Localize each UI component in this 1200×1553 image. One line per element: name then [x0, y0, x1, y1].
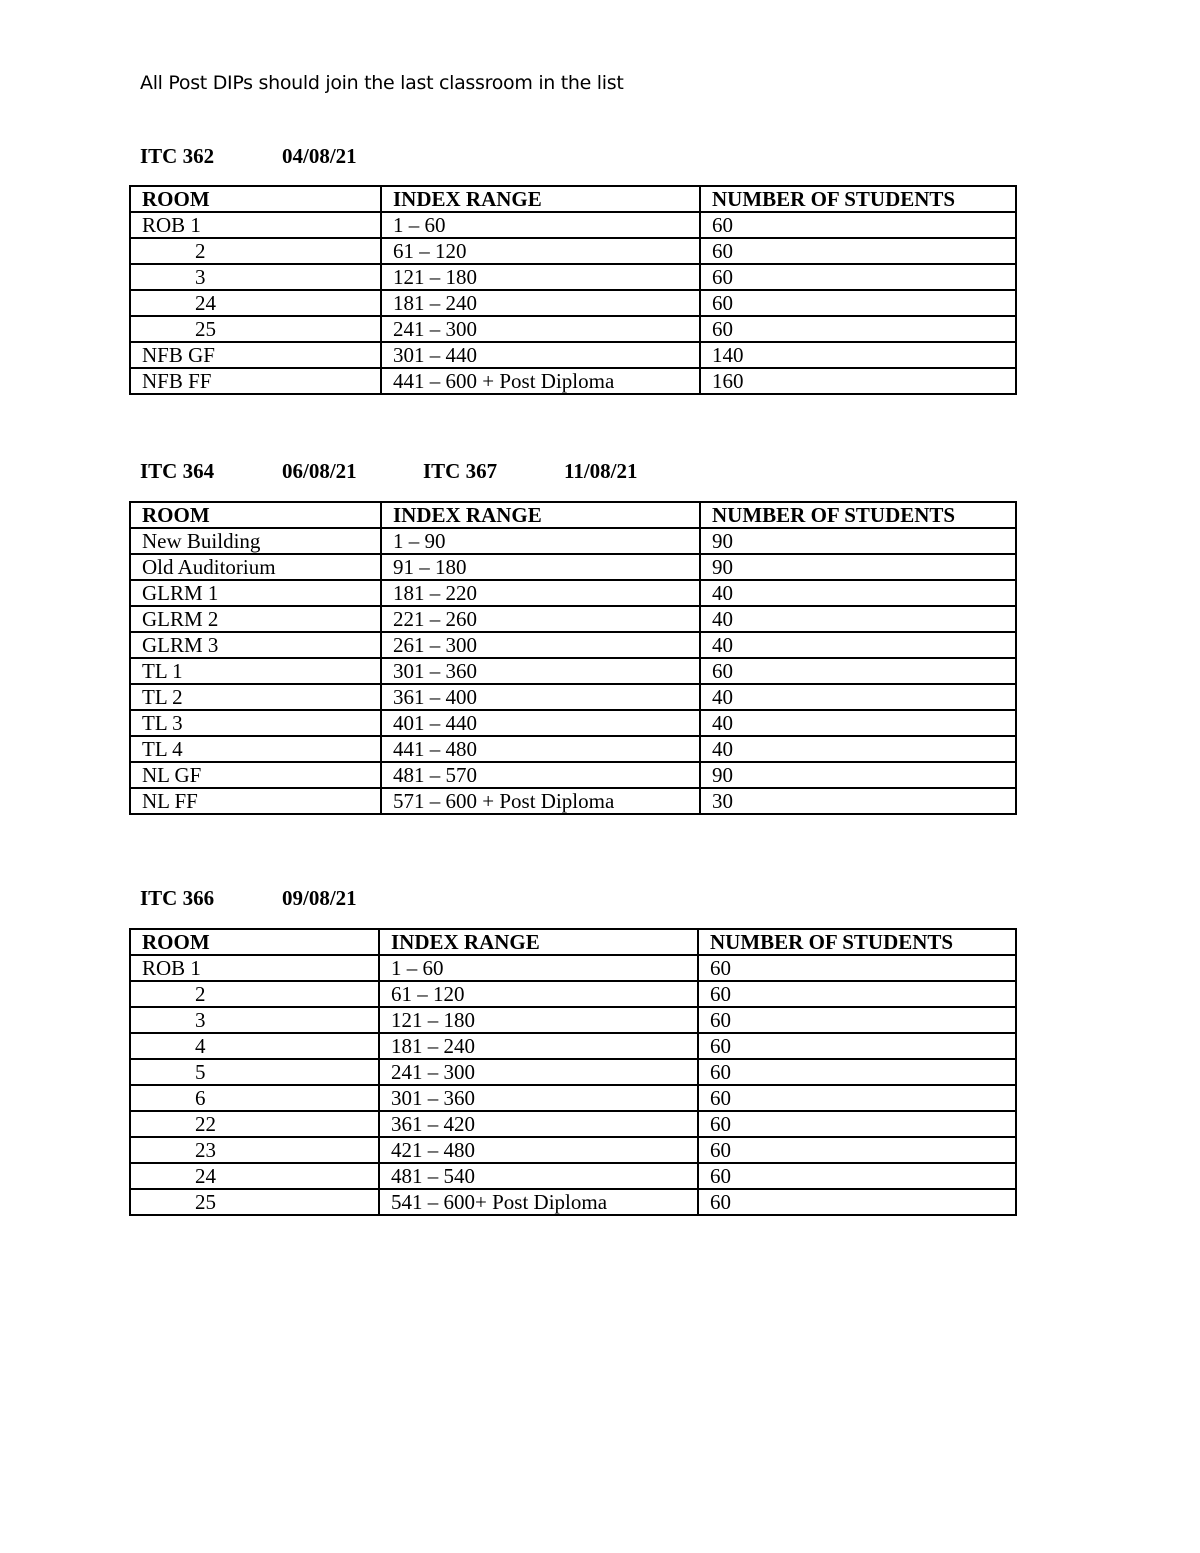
room-cell: NFB GF [130, 342, 381, 368]
room-cell: 25 [130, 316, 381, 342]
index-range-cell: 181 – 240 [381, 290, 700, 316]
table-row [130, 710, 1016, 736]
table-row [130, 1059, 1016, 1085]
room-cell: NL FF [130, 788, 381, 814]
room-cell: 24 [130, 290, 381, 316]
index-range-cell: 571 – 600 + Post Diploma [381, 788, 700, 814]
student-count-cell: 60 [698, 1059, 1016, 1085]
room-cell: 24 [130, 1163, 379, 1189]
index-range-cell: 261 – 300 [381, 632, 700, 658]
student-count-cell: 60 [700, 290, 1016, 316]
index-range-cell: 361 – 400 [381, 684, 700, 710]
post-dip-note: All Post DIPs should join the last classroom in the list [140, 72, 624, 94]
index-range-cell: 421 – 480 [379, 1137, 698, 1163]
table-row [130, 368, 1016, 394]
index-range-cell: 441 – 480 [381, 736, 700, 762]
table-row [130, 606, 1016, 632]
room-cell: GLRM 1 [130, 580, 381, 606]
index-range-cell: 121 – 180 [379, 1007, 698, 1033]
room-cell: 22 [130, 1111, 379, 1137]
student-count-cell: 60 [698, 1033, 1016, 1059]
index-range-cell: 61 – 120 [379, 981, 698, 1007]
student-count-cell: 60 [698, 1111, 1016, 1137]
student-count-cell: 60 [698, 1137, 1016, 1163]
table-row [130, 1137, 1016, 1163]
index-range-cell: 1 – 90 [381, 528, 700, 554]
student-count-cell: 40 [700, 580, 1016, 606]
student-count-cell: 60 [700, 658, 1016, 684]
student-count-cell: 40 [700, 736, 1016, 762]
table-header-row [130, 929, 1016, 955]
table-row [130, 788, 1016, 814]
schedule-table [129, 185, 1017, 395]
index-range-cell: 301 – 360 [381, 658, 700, 684]
course-code: ITC 367 [423, 459, 498, 483]
table-row [130, 736, 1016, 762]
index-range-cell: 301 – 440 [381, 342, 700, 368]
student-count-cell: 60 [700, 238, 1016, 264]
table-row [130, 955, 1016, 981]
table-row [130, 1189, 1016, 1215]
student-count-cell: 140 [700, 342, 1016, 368]
student-count-cell: 60 [698, 1163, 1016, 1189]
index-range-cell: 481 – 570 [381, 762, 700, 788]
table-row [130, 1111, 1016, 1137]
table-row [130, 981, 1016, 1007]
room-cell: TL 1 [130, 658, 381, 684]
schedule-table [129, 928, 1017, 1216]
course-code: ITC 362 [140, 144, 215, 168]
header-index-range: INDEX RANGE [381, 502, 700, 528]
table-row [130, 658, 1016, 684]
room-cell: ROB 1 [130, 955, 379, 981]
room-cell: NFB FF [130, 368, 381, 394]
exam-date: 04/08/21 [282, 144, 357, 168]
room-cell: TL 4 [130, 736, 381, 762]
room-cell: TL 2 [130, 684, 381, 710]
table-row [130, 528, 1016, 554]
room-cell: 3 [130, 1007, 379, 1033]
table-row [130, 290, 1016, 316]
table-row [130, 238, 1016, 264]
room-cell: 25 [130, 1189, 379, 1215]
table-row [130, 762, 1016, 788]
index-range-cell: 61 – 120 [381, 238, 700, 264]
exam-date: 06/08/21 [282, 459, 357, 483]
index-range-cell: 1 – 60 [379, 955, 698, 981]
room-cell: 2 [130, 981, 379, 1007]
header-room: ROOM [130, 186, 381, 212]
index-range-cell: 221 – 260 [381, 606, 700, 632]
index-range-cell: 1 – 60 [381, 212, 700, 238]
header-index-range: INDEX RANGE [379, 929, 698, 955]
room-cell: NL GF [130, 762, 381, 788]
room-cell: Old Auditorium [130, 554, 381, 580]
room-cell: GLRM 2 [130, 606, 381, 632]
index-range-cell: 241 – 300 [381, 316, 700, 342]
student-count-cell: 40 [700, 710, 1016, 736]
room-cell: 3 [130, 264, 381, 290]
room-cell: 4 [130, 1033, 379, 1059]
table-row [130, 264, 1016, 290]
exam-date: 11/08/21 [564, 459, 638, 483]
header-number-of-students: NUMBER OF STUDENTS [698, 929, 1016, 955]
header-number-of-students: NUMBER OF STUDENTS [700, 502, 1016, 528]
room-cell: 2 [130, 238, 381, 264]
student-count-cell: 90 [700, 762, 1016, 788]
student-count-cell: 60 [698, 981, 1016, 1007]
table-row [130, 554, 1016, 580]
index-range-cell: 541 – 600+ Post Diploma [379, 1189, 698, 1215]
table-header-row [130, 186, 1016, 212]
student-count-cell: 40 [700, 684, 1016, 710]
room-cell: 23 [130, 1137, 379, 1163]
student-count-cell: 30 [700, 788, 1016, 814]
header-index-range: INDEX RANGE [381, 186, 700, 212]
student-count-cell: 60 [700, 212, 1016, 238]
index-range-cell: 181 – 220 [381, 580, 700, 606]
student-count-cell: 160 [700, 368, 1016, 394]
table-row [130, 632, 1016, 658]
student-count-cell: 60 [698, 1189, 1016, 1215]
room-cell: TL 3 [130, 710, 381, 736]
index-range-cell: 181 – 240 [379, 1033, 698, 1059]
header-room: ROOM [130, 929, 379, 955]
index-range-cell: 241 – 300 [379, 1059, 698, 1085]
table-header-row [130, 502, 1016, 528]
student-count-cell: 60 [698, 955, 1016, 981]
table-row [130, 684, 1016, 710]
student-count-cell: 40 [700, 632, 1016, 658]
student-count-cell: 60 [700, 264, 1016, 290]
index-range-cell: 121 – 180 [381, 264, 700, 290]
index-range-cell: 361 – 420 [379, 1111, 698, 1137]
course-code: ITC 366 [140, 886, 215, 910]
header-room: ROOM [130, 502, 381, 528]
room-cell: ROB 1 [130, 212, 381, 238]
index-range-cell: 301 – 360 [379, 1085, 698, 1111]
index-range-cell: 401 – 440 [381, 710, 700, 736]
table-row [130, 580, 1016, 606]
table-row [130, 1007, 1016, 1033]
student-count-cell: 40 [700, 606, 1016, 632]
room-cell: GLRM 3 [130, 632, 381, 658]
table-row [130, 212, 1016, 238]
student-count-cell: 60 [700, 316, 1016, 342]
table-row [130, 342, 1016, 368]
index-range-cell: 91 – 180 [381, 554, 700, 580]
table-row [130, 1085, 1016, 1111]
schedule-table [129, 501, 1017, 815]
table-row [130, 316, 1016, 342]
index-range-cell: 481 – 540 [379, 1163, 698, 1189]
room-cell: 5 [130, 1059, 379, 1085]
table-row [130, 1033, 1016, 1059]
student-count-cell: 90 [700, 528, 1016, 554]
table-row [130, 1163, 1016, 1189]
index-range-cell: 441 – 600 + Post Diploma [381, 368, 700, 394]
student-count-cell: 60 [698, 1007, 1016, 1033]
header-number-of-students: NUMBER OF STUDENTS [700, 186, 1016, 212]
exam-date: 09/08/21 [282, 886, 357, 910]
course-code: ITC 364 [140, 459, 215, 483]
room-cell: New Building [130, 528, 381, 554]
student-count-cell: 60 [698, 1085, 1016, 1111]
room-cell: 6 [130, 1085, 379, 1111]
student-count-cell: 90 [700, 554, 1016, 580]
